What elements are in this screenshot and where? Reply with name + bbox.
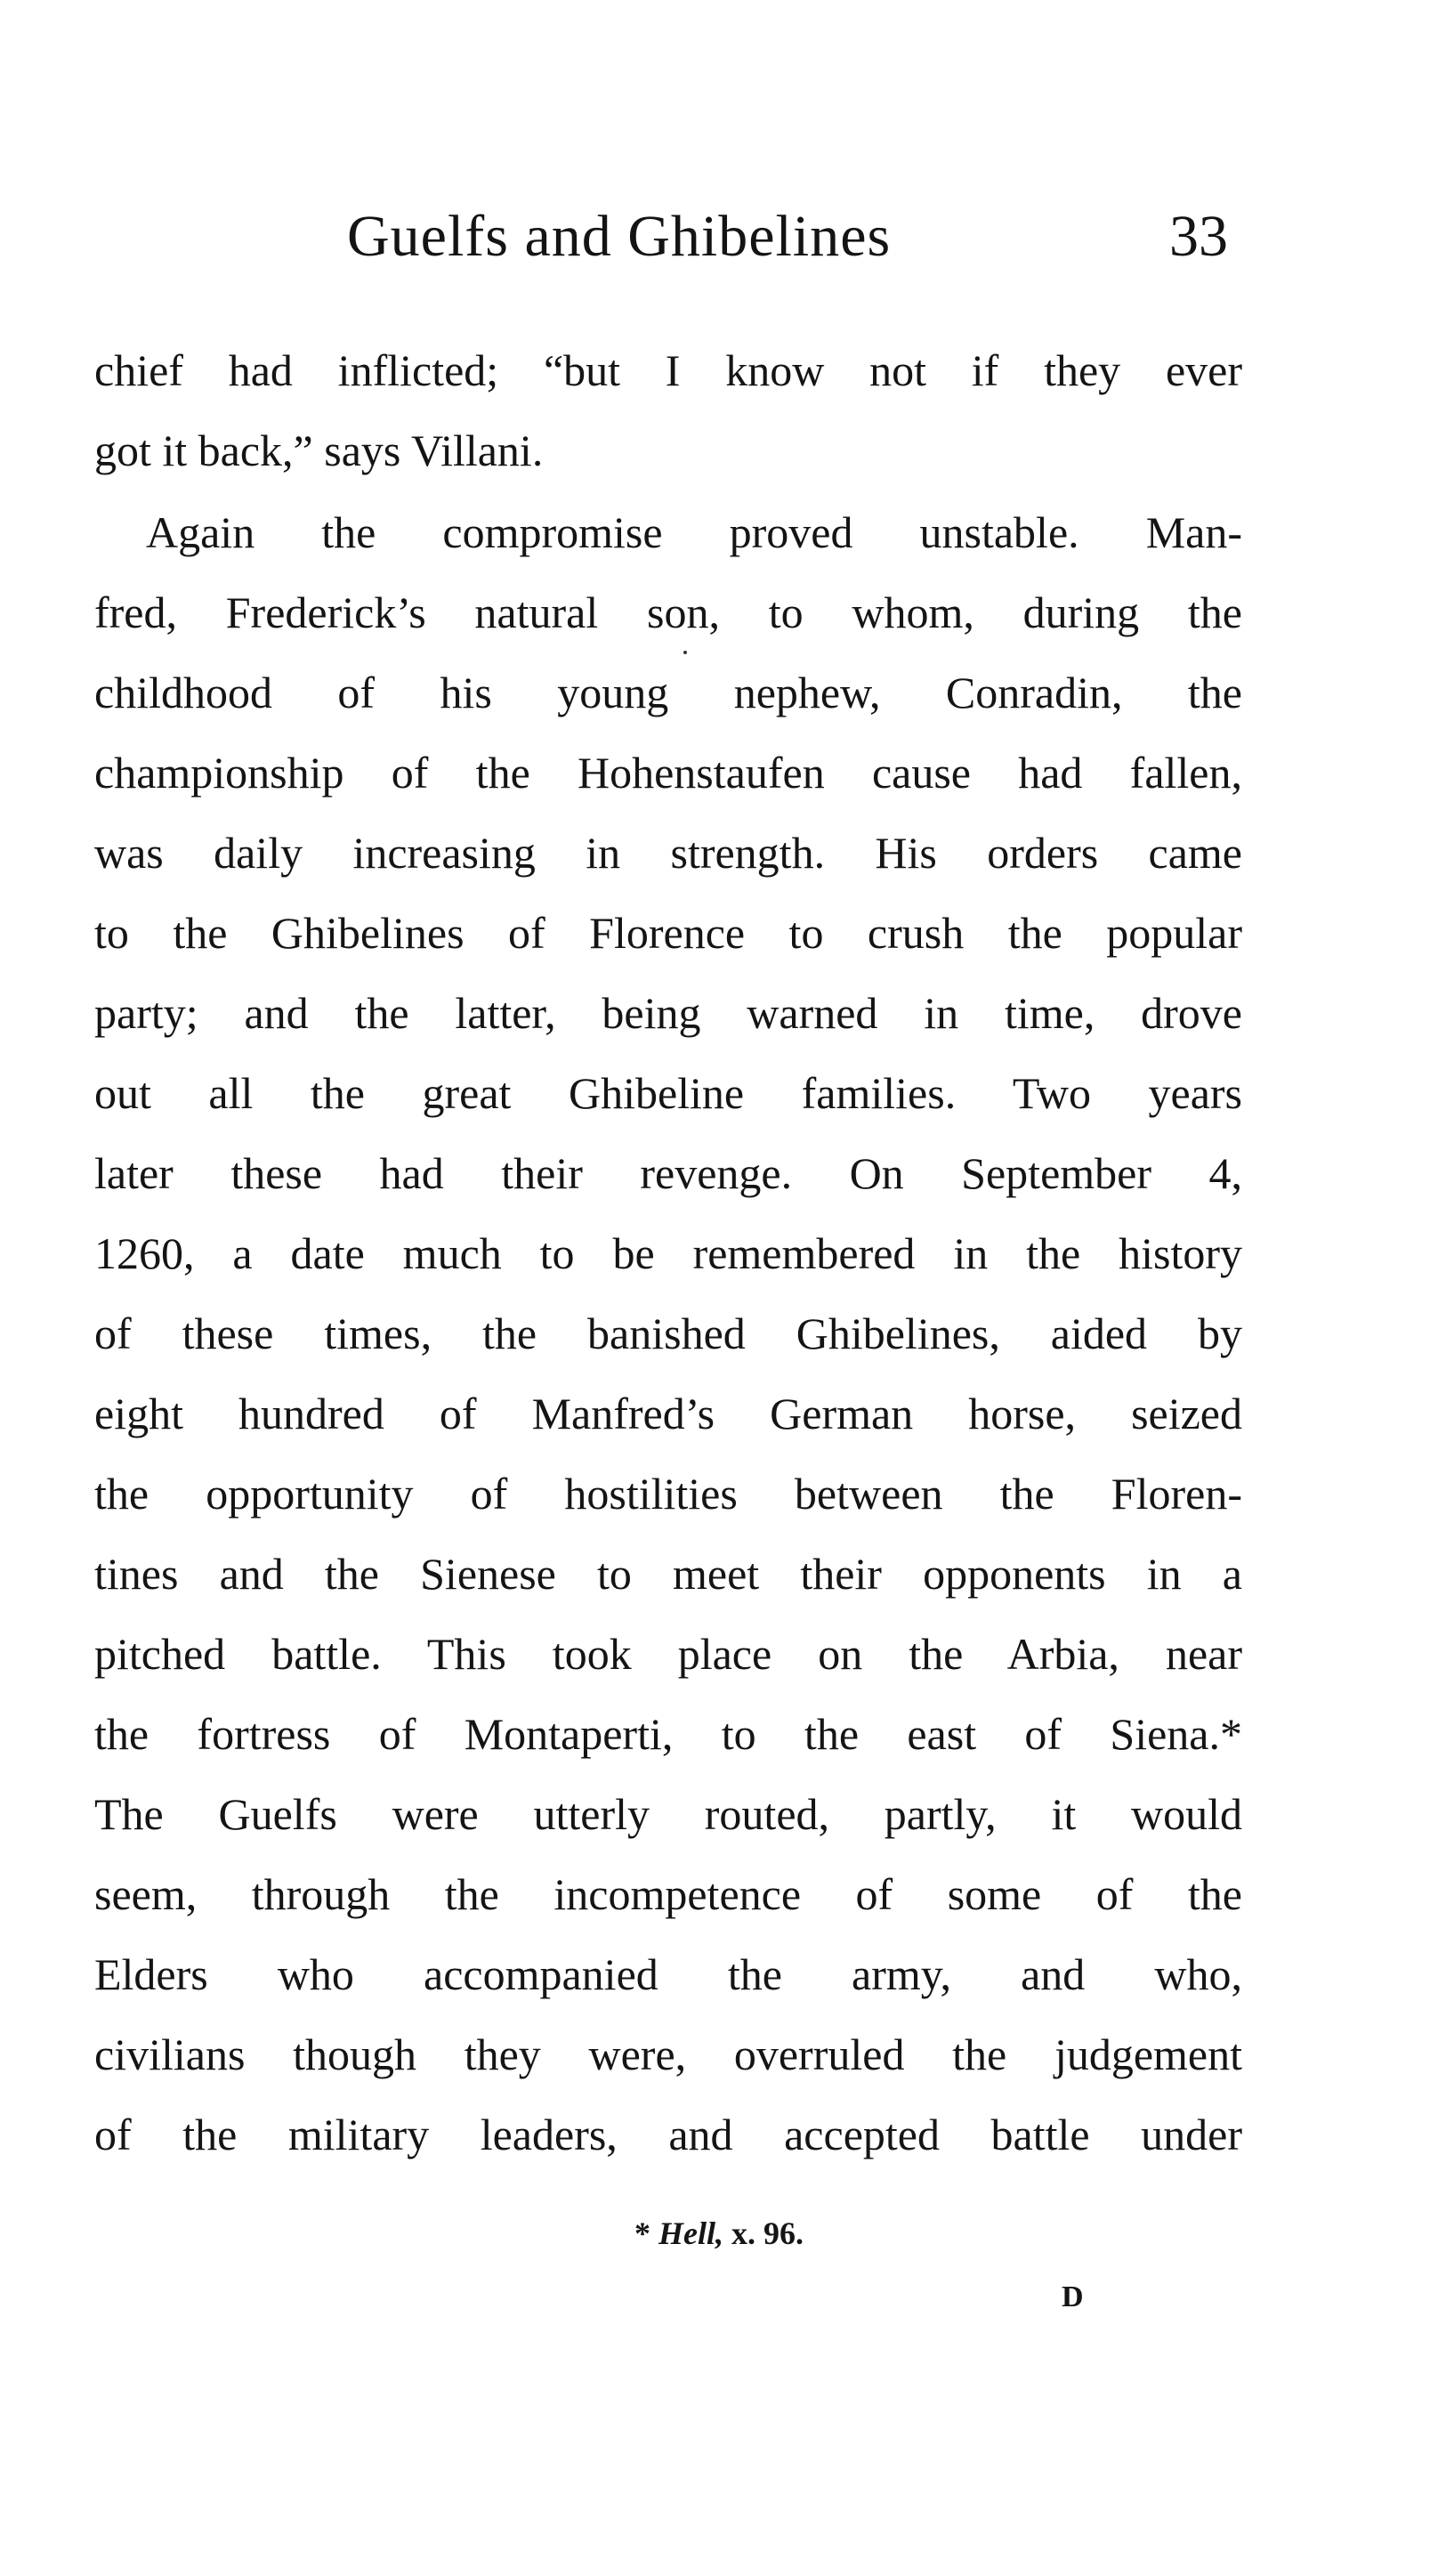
page-number: 33 [1169,204,1228,269]
paragraph-first-line: Again the compromise proved unstable. Man- [146,507,1242,557]
text-line: seem, through the incompetence of some of the [94,1869,1242,1919]
text-line: eight hundred of Manfred’s German horse, seized [94,1389,1242,1438]
text-line: championship of the Hohenstaufen cause had fallen, [94,748,1242,798]
text-line: of the military leaders, and accepted battle under [94,2110,1242,2159]
text-line: childhood of his young nephew, Conradin, the [94,668,1242,717]
text-line: chief had inflicted; “but I know not if they ever [94,345,1242,395]
text-line: pitched battle. This took place on the Arbia, near [94,1629,1242,1679]
signature-mark: D [1062,2280,1086,2313]
footnote-marker: * [634,2216,650,2251]
text-line: fred, Frederick’s natural son, to whom, during the [94,587,1242,637]
text-line: Elders who accompanied the army, and who, [94,1949,1242,1999]
print-speck [683,651,687,654]
footnote-title: Hell, [658,2216,723,2251]
text-line: out all the great Ghibeline families. Two years [94,1068,1242,1118]
running-title: Guelfs and Ghibelines [347,204,892,269]
page-header [347,203,1228,283]
footnote-reference: x. 96. [731,2216,804,2251]
text-line: 1260, a date much to be remembered in the history [94,1228,1242,1278]
footnote [0,2215,1438,2252]
text-line: civilians though they were, overruled the judgement [94,2029,1242,2079]
text-line: the fortress of Montaperti, to the east of Siena.* [94,1709,1242,1759]
text-line: later these had their revenge. On September 4, [94,1148,1242,1198]
text-line: was daily increasing in strength. His orders came [94,828,1242,878]
text-line: got it back,” says Villani. [94,425,544,475]
text-line: The Guelfs were utterly routed, partly, it would [94,1789,1242,1839]
text-line: to the Ghibelines of Florence to crush the popular [94,908,1242,958]
text-line: the opportunity of hostilities between the Floren- [94,1469,1242,1519]
text-line: party; and the latter, being warned in time, drove [94,988,1242,1038]
text-line: tines and the Sienese to meet their opponents in a [94,1549,1242,1599]
text-line: of these times, the banished Ghibelines, aided by [94,1308,1242,1358]
